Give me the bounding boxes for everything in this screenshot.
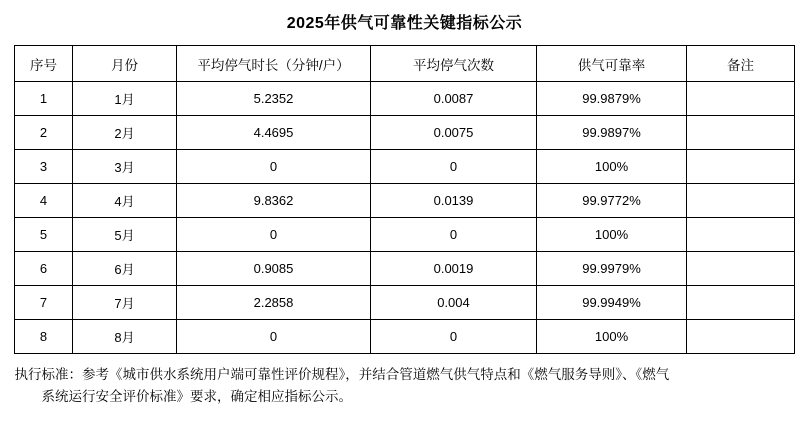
cell-month: 1月	[73, 82, 177, 116]
cell-remarks	[687, 150, 795, 184]
cell-reliability-rate: 100%	[537, 320, 687, 354]
cell-month: 4月	[73, 184, 177, 218]
table-row	[15, 320, 795, 354]
cell-avg-outage-duration: 0	[177, 218, 371, 252]
cell-index: 7	[15, 286, 73, 320]
cell-avg-outage-duration: 0	[177, 320, 371, 354]
table-row	[15, 116, 795, 150]
table-header-row	[15, 46, 795, 82]
cell-month: 7月	[73, 286, 177, 320]
cell-index: 5	[15, 218, 73, 252]
table-row	[15, 218, 795, 252]
cell-avg-outage-duration: 0	[177, 150, 371, 184]
cell-avg-outage-duration: 0.9085	[177, 252, 371, 286]
cell-avg-outage-count: 0.0075	[371, 116, 537, 150]
column-header-reliability-rate: 供气可靠率	[537, 46, 687, 82]
cell-reliability-rate: 99.9949%	[537, 286, 687, 320]
cell-month: 8月	[73, 320, 177, 354]
cell-remarks	[687, 286, 795, 320]
cell-avg-outage-count: 0.0087	[371, 82, 537, 116]
cell-index: 2	[15, 116, 73, 150]
cell-reliability-rate: 99.9897%	[537, 116, 687, 150]
cell-month: 6月	[73, 252, 177, 286]
cell-reliability-rate: 99.9772%	[537, 184, 687, 218]
cell-reliability-rate: 100%	[537, 218, 687, 252]
column-header-month: 月份	[73, 46, 177, 82]
column-header-avg-outage-count: 平均停气次数	[371, 46, 537, 82]
cell-remarks	[687, 116, 795, 150]
cell-index: 8	[15, 320, 73, 354]
cell-index: 1	[15, 82, 73, 116]
column-header-remarks: 备注	[687, 46, 795, 82]
footnote-line-1: 执行标准：参考《城市供水系统用户端可靠性评价规程》，并结合管道燃气供气特点和《燃气服务导则》、《燃气	[14, 367, 670, 382]
cell-remarks	[687, 218, 795, 252]
cell-avg-outage-count: 0	[371, 320, 537, 354]
cell-avg-outage-count: 0.004	[371, 286, 537, 320]
cell-remarks	[687, 320, 795, 354]
page-title: 2025年供气可靠性关键指标公示	[286, 15, 523, 32]
cell-reliability-rate: 99.9879%	[537, 82, 687, 116]
table-row	[15, 82, 795, 116]
table-row	[15, 286, 795, 320]
cell-index: 4	[15, 184, 73, 218]
cell-month: 2月	[73, 116, 177, 150]
cell-avg-outage-duration: 2.2858	[177, 286, 371, 320]
cell-reliability-rate: 100%	[537, 150, 687, 184]
cell-remarks	[687, 184, 795, 218]
cell-avg-outage-count: 0.0139	[371, 184, 537, 218]
table-row	[15, 184, 795, 218]
cell-avg-outage-duration: 4.4695	[177, 116, 371, 150]
table-row	[15, 150, 795, 184]
cell-remarks	[687, 252, 795, 286]
footnote	[15, 364, 795, 408]
cell-avg-outage-duration: 5.2352	[177, 82, 371, 116]
cell-avg-outage-count: 0	[371, 218, 537, 252]
reliability-indicator-table	[14, 45, 795, 354]
cell-month: 3月	[73, 150, 177, 184]
table-row	[15, 252, 795, 286]
column-header-index: 序号	[15, 46, 73, 82]
cell-avg-outage-count: 0	[371, 150, 537, 184]
cell-index: 6	[15, 252, 73, 286]
cell-avg-outage-count: 0.0019	[371, 252, 537, 286]
cell-remarks	[687, 82, 795, 116]
cell-month: 5月	[73, 218, 177, 252]
column-header-avg-outage-duration: 平均停气时长（分钟/户）	[177, 46, 371, 82]
cell-avg-outage-duration: 9.8362	[177, 184, 371, 218]
footnote-line-2: 系统运行安全评价标准》要求，确定相应指标公示。	[41, 389, 352, 404]
cell-reliability-rate: 99.9979%	[537, 252, 687, 286]
cell-index: 3	[15, 150, 73, 184]
